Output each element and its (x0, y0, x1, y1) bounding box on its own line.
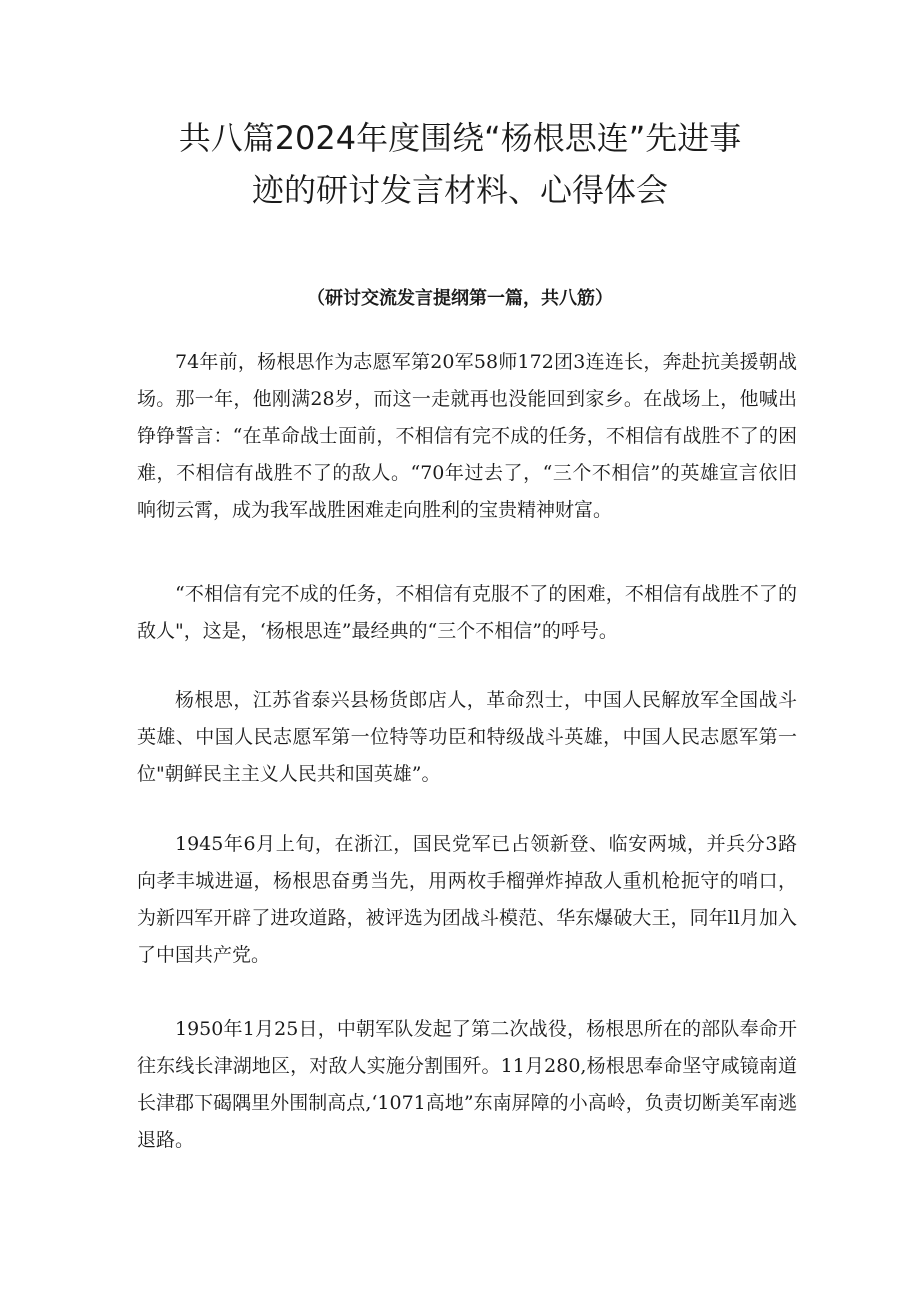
paragraph-4: 1945年6月上旬，在浙江，国民党军已占领新登、临安两城，并兵分3路向孝丰城进逼，杨根思奋勇当先，用两枚手榴弹炸掉敌人重机枪扼守的哨口，为新四军开辟了进攻道路，被评选为团战斗模范、华东爆破大王，同年ll月加入了中国共产党。 (137, 833, 797, 966)
paragraph-5: 1950年1月25日，中朝军队发起了第二次战役，杨根思所在的部队奉命开往东线长津湖地区，对敌人实施分割围歼。11月280,杨根思奉命坚守咸镜南道长津郡下碣隅里外围制高点,‘1071高地”东南屏障的小高岭，负责切断美军南逃退路。 (137, 1018, 797, 1151)
paragraph-1: 74年前，杨根思作为志愿军第20军58师172团3连连长，奔赴抗美援朝战场。那一年，他刚满28岁，而这一走就再也没能回到家乡。在战场上，他喊出铮铮誓言：“在革命战士面前，不相信有完不成的任务，不相信有战胜不了的困难，不相信有战胜不了的敌人。“70年过去了，“三个不相信”的英雄宣言依旧响彻云霄，成为我军战胜困难走向胜利的宝贵精神财富。 (137, 351, 797, 521)
title-line-1: 共八篇2024年度围绕“杨根思连”先进事 (178, 119, 742, 157)
document-title (150, 112, 770, 216)
paragraph-2: “不相信有完不成的任务，不相信有克服不了的困难，不相信有战胜不了的敌人"，这是，‘杨根思连”最经典的“三个不相信”的呼号。 (137, 583, 797, 642)
paragraph-3: 杨根思，江苏省泰兴县杨货郎店人，革命烈士，中国人民解放军全国战斗英雄、中国人民志愿军第一位特等功臣和特级战斗英雄，中国人民志愿军第一位"朝鲜民主主义人民共和国英雄”。 (137, 689, 797, 785)
title-line-2: 迹的研讨发言材料、心得体会 (251, 171, 668, 209)
document-subtitle: （研讨交流发言提纲第一篇，共八筋） (307, 288, 613, 309)
